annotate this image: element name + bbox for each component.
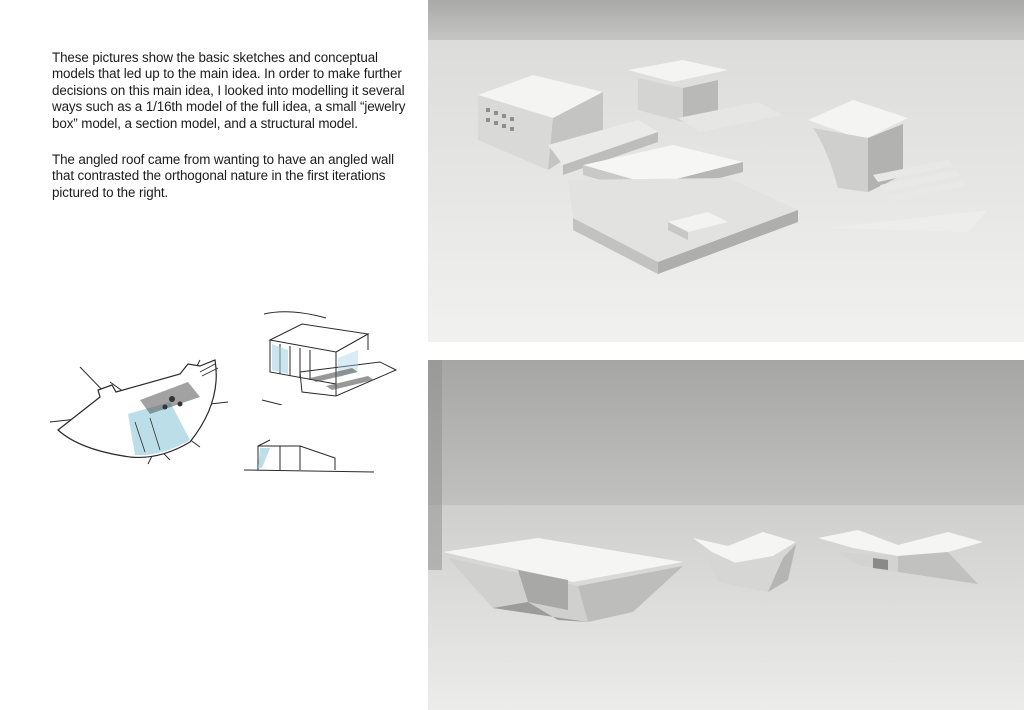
paragraph-angled-roof: The angled roof came from wanting to have an angled wall that contrasted the orthogonal nature in the first iterations pictured to the right. — [52, 152, 395, 200]
paragraph-intro: These pictures show the basic sketches and conceptual models that led up to the main idea. In order to make further decisions on this main idea, I looked into modelling it several ways such as a 1/16th model of the full idea, a small “jewelry box” model, a section model, and a structural model. — [52, 50, 406, 131]
plan-sketch — [50, 352, 228, 468]
photo-angled-models — [428, 360, 1024, 710]
photo-first-iteration-models — [428, 0, 1024, 342]
isometric-sketch — [240, 310, 398, 405]
section-sketch — [240, 432, 378, 478]
description-text — [52, 50, 412, 221]
